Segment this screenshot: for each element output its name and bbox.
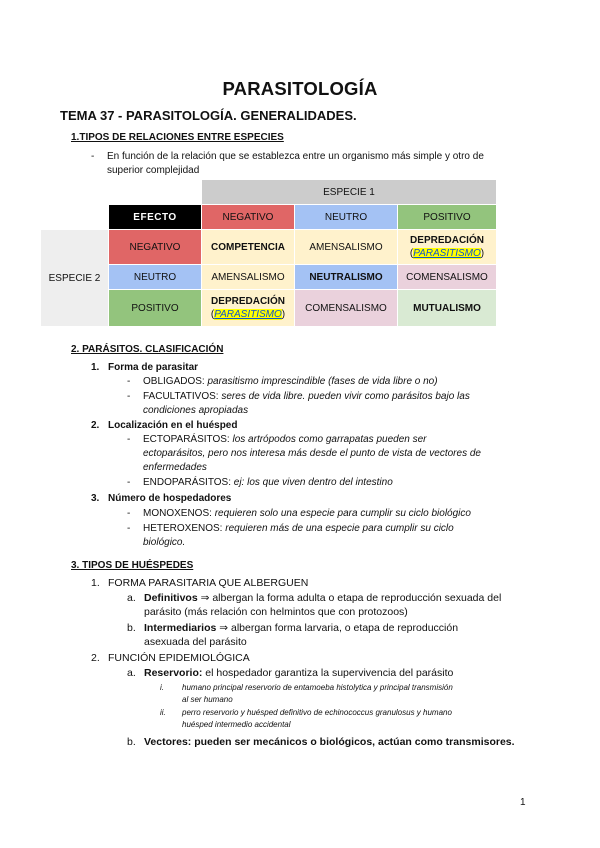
cell-neutralismo: NEUTRALISMO [295,265,397,289]
term-label: OBLIGADOS: [143,376,205,387]
page-number: 1 [520,797,526,808]
term-label: FACULTATIVOS: [143,391,219,402]
list-item [91,362,198,373]
list-letter: a. [127,592,136,604]
list-item [127,591,527,619]
list-item [127,476,527,490]
term-text: condiciones apropiadas [143,405,249,416]
section3-heading: 3. TIPOS DE HUÉSPEDES [71,560,194,571]
term-text: humano principal reservorio de entamoeba histolytica y principal transmisión [182,683,453,692]
depredacion-label: DEPREDACIÓN [410,235,484,246]
list-number: 1. [91,362,100,373]
term-text: huésped intermedio accidental [182,720,291,729]
list-item [127,735,527,749]
list-item [127,522,527,550]
depredacion-label: DEPREDACIÓN [211,296,285,307]
list-number: 1. [91,577,100,589]
term-text: al ser humano [182,695,233,704]
cell-amensalismo: AMENSALISMO [202,265,294,289]
page-title: PARASITOLOGÍA [222,78,378,99]
list-number: 2. [91,420,100,431]
list-item [160,707,530,731]
dash-marker: - [127,376,131,387]
list-item [91,493,231,504]
cell-depredacion: DEPREDACIÓN (PARASITISMO) [398,230,496,264]
term-label: Intermediarios [144,622,217,634]
list-item [127,507,527,521]
term-label: ENDOPARÁSITOS: [143,477,231,488]
parasitismo-highlight: PARASITISMO [413,248,481,259]
list-roman: i. [160,683,164,692]
term-label: Vectores: [144,736,192,748]
dash-marker: - [127,477,131,488]
cell-depredacion: DEPREDACIÓN (PARASITISMO) [202,290,294,326]
section1-heading: 1.TIPOS DE RELACIONES ENTRE ESPECIES [71,132,284,143]
term-text: ⇒ albergan la forma adulta o etapa de reproducción sexuada del [200,592,502,604]
parasitismo-highlight: PARASITISMO [214,309,282,320]
list-item [160,682,530,706]
term-text: el hospedador garantiza la supervivencia del parásito [205,667,454,679]
cell-comensalismo: COMENSALISMO [398,265,496,289]
list-item [127,666,527,680]
term-label: MONOXENOS: [143,508,212,519]
col-positivo: POSITIVO [398,205,496,229]
list-item [127,390,527,418]
row-neutro: NEUTRO [109,265,201,289]
efecto-header: EFECTO [109,205,201,229]
list-label: FUNCIÓN EPIDEMIOLÓGICA [108,652,250,664]
list-label: Localización en el huésped [108,420,238,431]
term-text: parasitismo imprescindible (fases de vida libre o no) [207,376,438,387]
term-text: los artrópodos como garrapatas pueden ser [232,434,427,445]
list-label: Forma de parasitar [108,362,199,373]
term-text: pueden ser mecánicos o biológicos, actúan como transmisores. [194,736,515,748]
term-text: ectoparásitos, pero nos interesa más desde el punto de vista de vectores de [143,448,481,459]
term-text: seres de vida libre. pueden vivir como parásitos bajo las [221,391,470,402]
col-neutro: NEUTRO [295,205,397,229]
cell-amensalismo: AMENSALISMO [295,230,397,264]
list-item [127,433,527,475]
term-text: requieren solo una especie para cumplir su ciclo biológico [214,508,471,519]
row-positivo: POSITIVO [109,290,201,326]
row-negativo: NEGATIVO [109,230,201,264]
term-text: parásito (más relación con helmintos que con protozoos) [144,606,408,618]
list-number: 3. [91,493,100,504]
section1-bullet [91,150,531,178]
term-text: biológico. [143,537,186,548]
bullet-text-line1: En función de la relación que se establezca entre un organismo más simple y otro de [107,151,484,162]
relations-table [40,179,497,327]
term-text: perro reservorio y huésped definitivo de echinococcus granulosus y humano [182,708,452,717]
term-label: ECTOPARÁSITOS: [143,434,230,445]
cell-mutualismo: MUTUALISMO [398,290,496,326]
list-item [91,652,250,664]
dash-marker: - [127,508,131,519]
term-label: Reservorio: [144,667,203,679]
dash-marker: - [127,434,131,445]
term-text: enfermedades [143,462,207,473]
dash-marker: - [127,391,131,402]
list-item [91,577,308,589]
list-item [91,420,237,431]
term-label: HETEROXENOS: [143,523,223,534]
list-roman: ii. [160,708,166,717]
term-text: asexuada del parásito [144,636,247,648]
list-label: Número de hospedadores [108,493,232,504]
term-text: ej: los que viven dentro del intestino [233,477,393,488]
especie1-header: ESPECIE 1 [202,180,496,204]
list-item [127,375,527,389]
list-label: FORMA PARASITARIA QUE ALBERGUEN [108,577,309,589]
cell-competencia: COMPETENCIA [202,230,294,264]
term-text: requieren más de una especie para cumplir su ciclo [225,523,454,534]
especie2-header: ESPECIE 2 [41,230,108,326]
term-label: Definitivos [144,592,198,604]
list-number: 2. [91,652,100,664]
tema-heading: TEMA 37 - PARASITOLOGÍA. GENERALIDADES. [60,108,357,123]
list-letter: b. [127,622,136,634]
dash-marker: - [91,151,95,162]
list-item [127,621,527,649]
col-negativo: NEGATIVO [202,205,294,229]
list-letter: a. [127,667,136,679]
dash-marker: - [127,523,131,534]
list-letter: b. [127,736,136,748]
section2-heading: 2. PARÁSITOS. CLASIFICACIÓN [71,344,224,355]
bullet-text-line2: superior complejidad [107,165,200,176]
cell-comensalismo: COMENSALISMO [295,290,397,326]
term-text: ⇒ albergan forma larvaria, o etapa de reproducción [219,622,459,634]
